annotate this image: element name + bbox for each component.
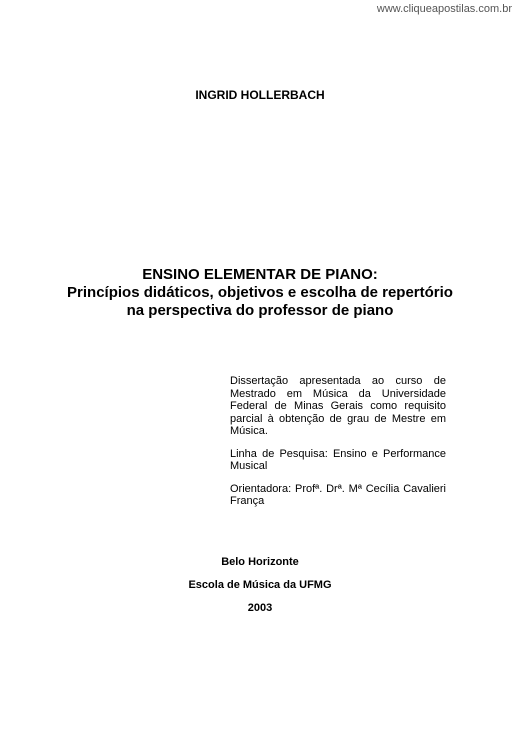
- research-line: Linha de Pesquisa: Ensino e Performance Musical: [230, 447, 446, 472]
- advisor: Orientadora: Profª. Drª. Mª Cecília Cavalieri França: [230, 482, 446, 507]
- city: Belo Horizonte: [221, 556, 299, 568]
- year: 2003: [247, 602, 273, 614]
- institution: Escola de Música da UFMG: [188, 579, 332, 591]
- dissertation-note: [230, 375, 446, 518]
- watermark-url: www.cliqueapostilas.com.br: [376, 3, 512, 15]
- title-line-2: Princípios didáticos, objetivos e escolha de repertório: [67, 284, 453, 301]
- footer: [0, 556, 520, 625]
- author-name: INGRID HOLLERBACH: [195, 88, 325, 102]
- dissertation-statement: Dissertação apresentada ao curso de Mestrado em Música da Universidade Federal de Minas Gerais como requisito parcial à obtenção de grau de Mestre em Música.: [230, 375, 446, 437]
- title-line-1: ENSINO ELEMENTAR DE PIANO:: [142, 266, 378, 283]
- title-line-3: na perspectiva do professor de piano: [126, 302, 394, 319]
- thesis-title: [0, 266, 520, 320]
